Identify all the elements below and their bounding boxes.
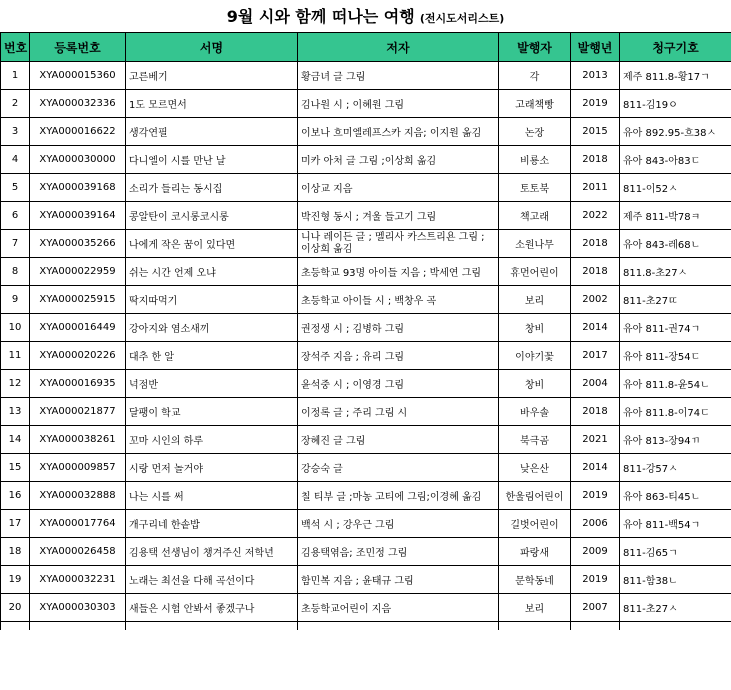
- cell-registration-number: XYA000017764: [30, 510, 126, 538]
- header-number: 번호: [1, 33, 30, 62]
- cell-number: 13: [1, 398, 30, 426]
- header-registration-number: 등록번호: [30, 33, 126, 62]
- cell-author: 백석 시 ; 강우근 그림: [298, 510, 499, 538]
- cell-registration-number: XYA000016449: [30, 314, 126, 342]
- cell-registration-number: XYA000032888: [30, 482, 126, 510]
- cell-author: 권정생 시 ; 김병하 그림: [298, 314, 499, 342]
- empty-cell: [1, 622, 30, 630]
- cell-author: 초등학교 93명 아이들 지음 ; 박세연 그림: [298, 258, 499, 286]
- cell-publisher: 토토북: [499, 174, 571, 202]
- header-publication-year: 발행년: [571, 33, 620, 62]
- header-call-number: 청구기호: [620, 33, 731, 62]
- cell-registration-number: XYA000039168: [30, 174, 126, 202]
- cell-publication-year: 2018: [571, 258, 620, 286]
- table-row: [1, 118, 731, 146]
- cell-number: 3: [1, 118, 30, 146]
- table-row: [1, 454, 731, 482]
- empty-cell: [620, 622, 731, 630]
- table-row: [1, 202, 731, 230]
- cell-number: 1: [1, 62, 30, 90]
- cell-author: 장혜진 글 그림: [298, 426, 499, 454]
- table-row: [1, 174, 731, 202]
- cell-registration-number: XYA000016622: [30, 118, 126, 146]
- cell-call-number: 유아 892.95-흐38ㅅ: [620, 118, 731, 146]
- cell-number: 16: [1, 482, 30, 510]
- title-main: 9월 시와 함께 떠나는 여행: [226, 7, 415, 26]
- cell-publication-year: 2011: [571, 174, 620, 202]
- cell-call-number: 유아 811.8-윤54ㄴ: [620, 370, 731, 398]
- cell-publisher: 창비: [499, 314, 571, 342]
- cell-call-number: 유아 843-레68ㄴ: [620, 230, 731, 258]
- cell-publication-year: 2022: [571, 202, 620, 230]
- cell-book-title: 넉점반: [126, 370, 298, 398]
- cell-book-title: 나에게 작은 꿈이 있다면: [126, 230, 298, 258]
- cell-author: 초등학교 아이들 시 ; 백창우 곡: [298, 286, 499, 314]
- cell-author: 김용택엮음; 조민정 그림: [298, 538, 499, 566]
- empty-cell: [298, 622, 499, 630]
- cell-book-title: 새들은 시험 안봐서 좋겠구나: [126, 594, 298, 622]
- cell-author: 이상교 지음: [298, 174, 499, 202]
- cell-author: 윤석중 시 ; 이영경 그림: [298, 370, 499, 398]
- cell-number: 20: [1, 594, 30, 622]
- cell-book-title: 딱지따먹기: [126, 286, 298, 314]
- cell-author: 장석주 지음 ; 유리 그림: [298, 342, 499, 370]
- table-row: [1, 314, 731, 342]
- empty-cell: [126, 622, 298, 630]
- header-author: 저자: [298, 33, 499, 62]
- cell-number: 7: [1, 230, 30, 258]
- cell-number: 17: [1, 510, 30, 538]
- cell-registration-number: XYA000039164: [30, 202, 126, 230]
- cell-publisher: 비룡소: [499, 146, 571, 174]
- cell-number: 19: [1, 566, 30, 594]
- empty-cell: [30, 622, 126, 630]
- cell-call-number: 811-초27ㄸ: [620, 286, 731, 314]
- cell-call-number: 유아 811-장54ㄷ: [620, 342, 731, 370]
- cell-publication-year: 2017: [571, 342, 620, 370]
- table-row: [1, 566, 731, 594]
- cell-number: 6: [1, 202, 30, 230]
- cell-publisher: 고래책빵: [499, 90, 571, 118]
- cell-publication-year: 2014: [571, 454, 620, 482]
- cell-publisher: 책고래: [499, 202, 571, 230]
- cell-author: 강승숙 글: [298, 454, 499, 482]
- cell-book-title: 1도 모르면서: [126, 90, 298, 118]
- cell-number: 8: [1, 258, 30, 286]
- cell-number: 11: [1, 342, 30, 370]
- cell-publisher: 낮은산: [499, 454, 571, 482]
- table-row: [1, 258, 731, 286]
- cell-registration-number: XYA000015360: [30, 62, 126, 90]
- cell-registration-number: XYA000020226: [30, 342, 126, 370]
- cell-publication-year: 2015: [571, 118, 620, 146]
- cell-registration-number: XYA000030000: [30, 146, 126, 174]
- cell-publication-year: 2018: [571, 398, 620, 426]
- cell-number: 12: [1, 370, 30, 398]
- cell-publisher: 소원나무: [499, 230, 571, 258]
- cell-publisher: 북극곰: [499, 426, 571, 454]
- cell-publisher: 보리: [499, 594, 571, 622]
- cell-number: 5: [1, 174, 30, 202]
- cell-publisher: 논장: [499, 118, 571, 146]
- table-row: [1, 62, 731, 90]
- cell-publisher: 바우솔: [499, 398, 571, 426]
- empty-cell: [571, 622, 620, 630]
- cell-publisher: 각: [499, 62, 571, 90]
- cell-book-title: 고른베기: [126, 62, 298, 90]
- cell-book-title: 달팽이 학교: [126, 398, 298, 426]
- cell-call-number: 811-강57ㅅ: [620, 454, 731, 482]
- cell-number: 15: [1, 454, 30, 482]
- cell-call-number: 유아 813-장94ㄲ: [620, 426, 731, 454]
- cell-publication-year: 2002: [571, 286, 620, 314]
- cell-author: 이보나 흐미엘레프스카 지음; 이지원 옮김: [298, 118, 499, 146]
- cell-registration-number: XYA000016935: [30, 370, 126, 398]
- table-row: [1, 426, 731, 454]
- cell-call-number: 유아 811-백54ㄱ: [620, 510, 731, 538]
- cell-publication-year: 2019: [571, 566, 620, 594]
- cell-registration-number: XYA000009857: [30, 454, 126, 482]
- cell-registration-number: XYA000021877: [30, 398, 126, 426]
- cell-registration-number: XYA000032231: [30, 566, 126, 594]
- cell-book-title: 콩알탄이 코시롱코시롱: [126, 202, 298, 230]
- cell-call-number: 유아 863-티45ㄴ: [620, 482, 731, 510]
- cell-registration-number: XYA000025915: [30, 286, 126, 314]
- page-title: [0, 4, 731, 30]
- cell-book-title: 꼬마 시인의 하루: [126, 426, 298, 454]
- cell-book-title: 노래는 최선을 다해 곡선이다: [126, 566, 298, 594]
- cell-author: 황금녀 글 그림: [298, 62, 499, 90]
- header-book-title: 서명: [126, 33, 298, 62]
- table-row: [1, 230, 731, 258]
- cell-call-number: 유아 811-권74ㄱ: [620, 314, 731, 342]
- cell-publication-year: 2014: [571, 314, 620, 342]
- table-row: [1, 90, 731, 118]
- cell-publisher: 보리: [499, 286, 571, 314]
- cell-book-title: 소리가 들리는 동시집: [126, 174, 298, 202]
- cell-number: 9: [1, 286, 30, 314]
- book-list-table: [0, 32, 731, 630]
- cell-call-number: 유아 811.8-이74ㄷ: [620, 398, 731, 426]
- cell-registration-number: XYA000038261: [30, 426, 126, 454]
- cell-number: 10: [1, 314, 30, 342]
- cell-author: 니나 레이든 글 ; 멜리사 카스트리욘 그림 ; 이상희 옮김: [298, 230, 499, 258]
- table-row: [1, 286, 731, 314]
- table-row: [1, 146, 731, 174]
- cell-publication-year: 2019: [571, 482, 620, 510]
- table-row: [1, 342, 731, 370]
- table-row: [1, 398, 731, 426]
- cell-author: 이정록 글 ; 주리 그림 시: [298, 398, 499, 426]
- cell-book-title: 대추 한 알: [126, 342, 298, 370]
- cell-registration-number: XYA000022959: [30, 258, 126, 286]
- cell-author: 초등학교어린이 지음: [298, 594, 499, 622]
- cell-publication-year: 2013: [571, 62, 620, 90]
- cell-number: 4: [1, 146, 30, 174]
- cell-book-title: 개구리네 한솥밥: [126, 510, 298, 538]
- cell-call-number: 811-이52ㅅ: [620, 174, 731, 202]
- cell-book-title: 생각연필: [126, 118, 298, 146]
- cell-book-title: 강아지와 염소새끼: [126, 314, 298, 342]
- cell-publication-year: 2018: [571, 146, 620, 174]
- cell-book-title: 시랑 먼저 놀거야: [126, 454, 298, 482]
- cell-book-title: 나는 시를 써: [126, 482, 298, 510]
- cell-author: 박진형 동시 ; 겨울 들고기 그림: [298, 202, 499, 230]
- table-trailing-row: [1, 622, 731, 630]
- cell-author: 김나원 시 ; 이혜원 그림: [298, 90, 499, 118]
- cell-book-title: 쉬는 시간 언제 오냐: [126, 258, 298, 286]
- cell-call-number: 811.8-초27ㅅ: [620, 258, 731, 286]
- cell-registration-number: XYA000035266: [30, 230, 126, 258]
- empty-cell: [499, 622, 571, 630]
- cell-publication-year: 2009: [571, 538, 620, 566]
- cell-call-number: 811-김19ㅇ: [620, 90, 731, 118]
- cell-author: 함민복 지음 ; 윤태규 그림: [298, 566, 499, 594]
- cell-author: 미카 아처 글 그림 ;이상희 옮김: [298, 146, 499, 174]
- cell-publisher: 한울림어린이: [499, 482, 571, 510]
- cell-book-title: 다니엘이 시를 만난 날: [126, 146, 298, 174]
- cell-author: 칠 티부 글 ;마농 고티에 그림;이경혜 옮김: [298, 482, 499, 510]
- cell-registration-number: XYA000030303: [30, 594, 126, 622]
- cell-publication-year: 2007: [571, 594, 620, 622]
- cell-publication-year: 2019: [571, 90, 620, 118]
- cell-number: 18: [1, 538, 30, 566]
- cell-publication-year: 2018: [571, 230, 620, 258]
- cell-call-number: 811-김65ㄱ: [620, 538, 731, 566]
- cell-publisher: 창비: [499, 370, 571, 398]
- table-row: [1, 370, 731, 398]
- cell-call-number: 811-초27ㅅ: [620, 594, 731, 622]
- cell-call-number: 유아 843-아83ㄷ: [620, 146, 731, 174]
- cell-number: 2: [1, 90, 30, 118]
- table-header-row: [1, 33, 731, 62]
- table-row: [1, 510, 731, 538]
- cell-number: 14: [1, 426, 30, 454]
- cell-publisher: 길벗어린이: [499, 510, 571, 538]
- cell-publisher: 휴먼어린이: [499, 258, 571, 286]
- cell-book-title: 김용택 선생님이 챙겨주신 저학년: [126, 538, 298, 566]
- cell-publisher: 파랑새: [499, 538, 571, 566]
- table-row: [1, 482, 731, 510]
- cell-publisher: 문학동네: [499, 566, 571, 594]
- cell-call-number: 811-함38ㄴ: [620, 566, 731, 594]
- cell-publication-year: 2006: [571, 510, 620, 538]
- cell-registration-number: XYA000032336: [30, 90, 126, 118]
- table-row: [1, 594, 731, 622]
- header-publisher: 발행자: [499, 33, 571, 62]
- cell-publication-year: 2004: [571, 370, 620, 398]
- cell-publisher: 이야기꽃: [499, 342, 571, 370]
- cell-publication-year: 2021: [571, 426, 620, 454]
- cell-call-number: 제주 811.8-황17ㄱ: [620, 62, 731, 90]
- cell-call-number: 제주 811-박78ㅋ: [620, 202, 731, 230]
- table-row: [1, 538, 731, 566]
- title-subtitle: (전시도서리스트): [419, 12, 505, 25]
- cell-registration-number: XYA000026458: [30, 538, 126, 566]
